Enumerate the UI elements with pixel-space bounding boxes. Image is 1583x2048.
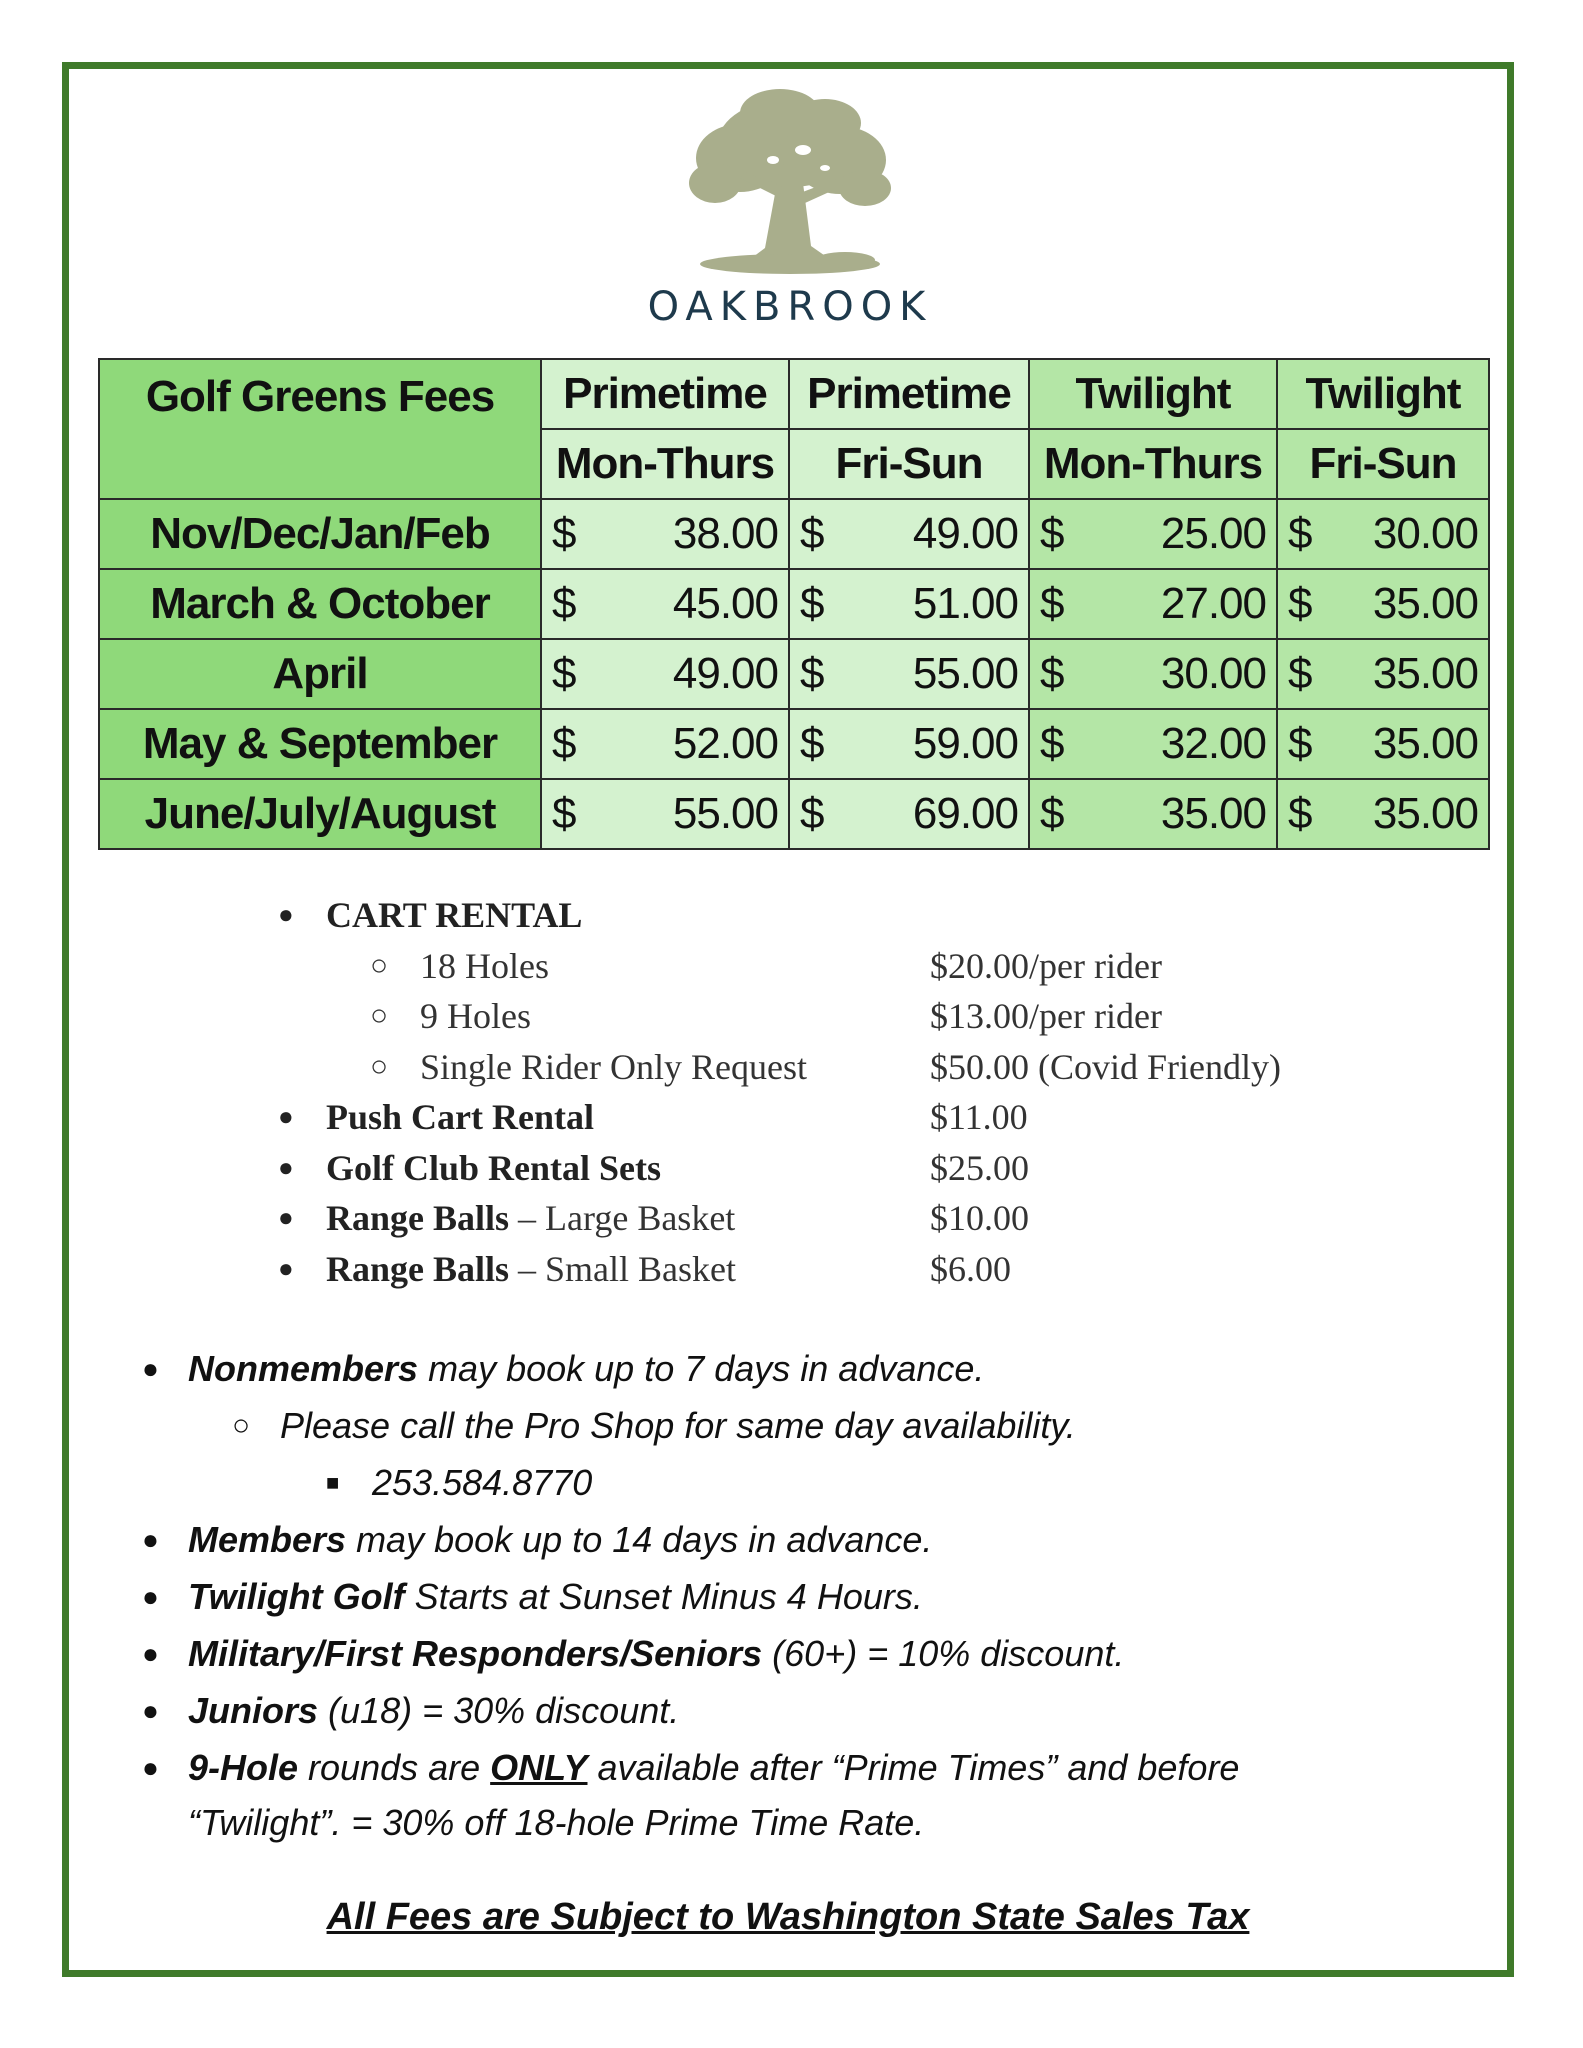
price-cell: $ 35.00 (1040, 789, 1266, 838)
cart-single-price: $50.00 (Covid Friendly) (930, 1046, 1281, 1087)
circle-bullet-icon: ○ (370, 1049, 389, 1083)
square-bullet-icon: ■ (326, 1470, 340, 1495)
price-cell: $ 35.00 (1288, 719, 1478, 768)
list-item (140, 1454, 1440, 1511)
table-row (99, 569, 1489, 639)
cart-18-price: $20.00/per rider (930, 945, 1162, 986)
list-item-continuation: “Twilight”. = 30% off 18-hole Prime Time Rate. (188, 1802, 925, 1843)
price-cell: $ 35.00 (1288, 789, 1478, 838)
list-item (270, 1143, 1370, 1194)
table-row (99, 499, 1489, 569)
price-cell: $ 35.00 (1288, 579, 1478, 628)
range-small-price: $6.00 (930, 1248, 1011, 1289)
price-cell: $ 49.00 (552, 649, 778, 698)
range-large-label: Range Balls (326, 1198, 510, 1238)
price-cell: $ 30.00 (1288, 509, 1478, 558)
cart-rental-heading: CART RENTAL (326, 895, 583, 935)
booking-notes (140, 1340, 1440, 1850)
table-row (99, 639, 1489, 709)
list-item (270, 941, 1370, 992)
table-title: Golf Greens Fees (99, 359, 541, 499)
circle-bullet-icon: ○ (232, 1409, 251, 1442)
range-large-detail: – Large Basket (509, 1198, 736, 1238)
table-row (99, 779, 1489, 849)
price-cell: $ 35.00 (1288, 649, 1478, 698)
table-row (99, 709, 1489, 779)
price-cell: $ 25.00 (1040, 509, 1266, 558)
cart-9-label: 9 Holes (420, 996, 531, 1036)
price-cell: $ 38.00 (552, 509, 778, 558)
col-subheader-3: Mon-Thurs (1029, 429, 1277, 499)
col-header-2: Primetime (789, 359, 1029, 429)
price-cell: $ 52.00 (552, 719, 778, 768)
bullet-icon: ● (142, 1695, 159, 1726)
brand-wordmark: OAKBROOK (647, 284, 933, 330)
row-label: Nov/Dec/Jan/Feb (99, 499, 541, 569)
range-large-price: $10.00 (930, 1198, 1029, 1238)
row-label: April (99, 639, 541, 709)
cart-single-label: Single Rider Only Request (420, 1046, 807, 1087)
row-label: March & October (99, 569, 541, 639)
price-cell: $ 69.00 (800, 789, 1018, 838)
price-cell: $ 27.00 (1040, 579, 1266, 628)
bullet-icon: ● (278, 1102, 294, 1131)
price-cell: $ 55.00 (552, 789, 778, 838)
oakbrook-logo (640, 88, 940, 328)
col-header-3: Twilight (1029, 359, 1277, 429)
bullet-icon: ● (278, 1253, 294, 1283)
bullet-icon: ● (278, 1152, 294, 1182)
list-item (270, 890, 1370, 941)
row-label: June/July/August (99, 779, 541, 849)
pro-shop-phone[interactable]: 253.584.8770 (372, 1462, 593, 1503)
circle-bullet-icon: ○ (370, 948, 389, 982)
list-item: ● Twilight Golf Starts at Sunset Minus 4 Hours. (140, 1568, 1440, 1625)
price-cell: $ 45.00 (552, 579, 778, 628)
list-item (270, 1092, 1370, 1143)
bullet-icon: ● (278, 1203, 294, 1232)
greens-fees-table (98, 358, 1490, 850)
services-list (270, 890, 1370, 1294)
bullet-icon: ● (278, 900, 294, 929)
range-small-label: Range Balls (326, 1248, 510, 1289)
price-cell: $ 32.00 (1040, 719, 1266, 768)
list-item (270, 1193, 1370, 1244)
push-cart-label: Push Cart Rental (326, 1097, 594, 1137)
price-cell: $ 51.00 (800, 579, 1018, 628)
list-item: ● 9-Hole rounds are ONLY available after “Prime Times” and before (140, 1739, 1440, 1796)
table-header-row-1 (99, 359, 1489, 429)
list-item: ○ Please call the Pro Shop for same day availability. (140, 1397, 1440, 1454)
price-cell: $ 59.00 (800, 719, 1018, 768)
oak-tree-icon (685, 88, 895, 278)
list-item (270, 1042, 1370, 1093)
push-cart-price: $11.00 (930, 1097, 1028, 1137)
col-subheader-2: Fri-Sun (789, 429, 1029, 499)
list-item: ● Juniors (u18) = 30% discount. (140, 1682, 1440, 1739)
list-item: ● Members may book up to 14 days in advance. (140, 1511, 1440, 1568)
sales-tax-footer: All Fees are Subject to Washington State Sales Tax (326, 1896, 1250, 1938)
col-header-4: Twilight (1277, 359, 1489, 429)
bullet-icon: ● (142, 1752, 159, 1783)
bullet-icon: ● (142, 1353, 159, 1384)
club-sets-label: Golf Club Rental Sets (326, 1147, 662, 1188)
bullet-icon: ● (142, 1581, 159, 1612)
range-small-detail: – Small Basket (509, 1248, 737, 1289)
price-cell: $ 49.00 (800, 509, 1018, 558)
bullet-icon: ● (142, 1524, 159, 1555)
list-item: ● Military/First Responders/Seniors (60+) = 10% discount. (140, 1625, 1440, 1682)
cart-9-price: $13.00/per rider (930, 996, 1162, 1036)
bullet-icon: ● (142, 1638, 159, 1669)
price-cell: $ 55.00 (800, 649, 1018, 698)
col-header-1: Primetime (541, 359, 789, 429)
cart-18-label: 18 Holes (420, 945, 549, 986)
row-label: May & September (99, 709, 541, 779)
list-item (270, 1244, 1370, 1295)
col-subheader-1: Mon-Thurs (541, 429, 789, 499)
price-cell: $ 30.00 (1040, 649, 1266, 698)
col-subheader-4: Fri-Sun (1277, 429, 1489, 499)
circle-bullet-icon: ○ (370, 999, 389, 1032)
club-sets-price: $25.00 (930, 1147, 1029, 1188)
list-item: ● Nonmembers may book up to 7 days in advance. (140, 1340, 1440, 1397)
list-item (270, 991, 1370, 1042)
